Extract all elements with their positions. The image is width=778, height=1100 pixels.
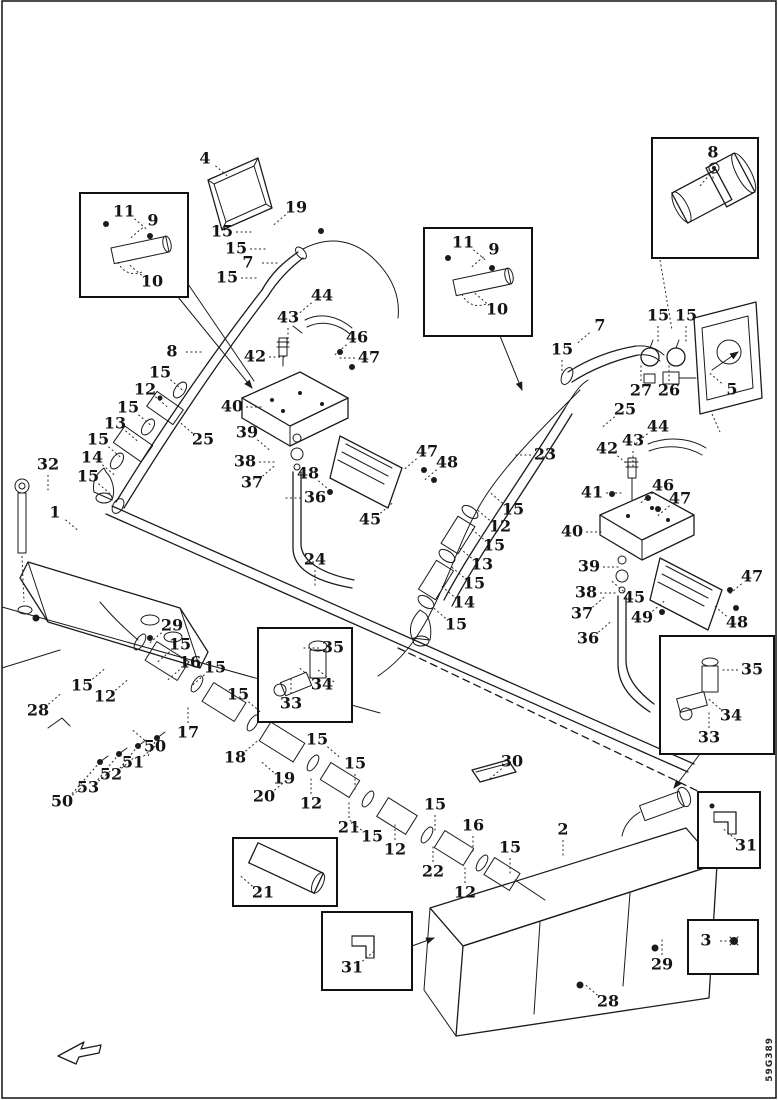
leader-line-1 — [65, 520, 78, 531]
callout-47: 47 — [740, 566, 764, 586]
callout-15: 15 — [305, 729, 329, 749]
hose-7-right — [559, 340, 696, 386]
callout-21: 21 — [251, 882, 275, 902]
callout-46: 46 — [651, 475, 675, 495]
bracket-plate-4 — [208, 158, 272, 230]
leader-line-36 — [598, 621, 611, 632]
frame-edge-line-2 — [2, 650, 60, 668]
screw-49 — [659, 609, 665, 615]
callout-34: 34 — [310, 674, 334, 694]
inset-elbow-right-31 — [698, 792, 760, 868]
callout-15: 15 — [226, 684, 250, 704]
callout-40: 40 — [220, 396, 244, 416]
callout-48: 48 — [725, 612, 749, 632]
callout-15: 15 — [70, 675, 94, 695]
callout-23: 23 — [533, 444, 557, 464]
callout-28: 28 — [26, 700, 50, 720]
leader-line-12 — [115, 679, 128, 690]
callout-28: 28 — [596, 991, 620, 1011]
screw-47-far-right — [727, 587, 733, 593]
callout-4: 4 — [199, 148, 211, 168]
fitting-19 — [318, 228, 324, 234]
leader-line-15 — [108, 447, 121, 458]
callout-15: 15 — [498, 837, 522, 857]
drawing-code: 59G389 — [765, 1037, 775, 1082]
sight-plate-5 — [694, 302, 762, 432]
callout-15: 15 — [482, 535, 506, 555]
callout-42: 42 — [243, 346, 267, 366]
bracket-45-left — [330, 436, 402, 508]
callout-15: 15 — [203, 657, 227, 677]
hose-44-right-2 — [649, 447, 702, 455]
leader-line-39 — [257, 440, 270, 451]
callout-33: 33 — [697, 727, 721, 747]
callout-16: 16 — [461, 815, 485, 835]
callout-15: 15 — [462, 573, 486, 593]
callout-26: 26 — [657, 380, 681, 400]
leader-line-25 — [601, 417, 614, 428]
leader-line-15 — [489, 492, 502, 503]
screw-46-left — [337, 349, 343, 355]
callout-11: 11 — [112, 201, 136, 221]
callout-39: 39 — [235, 422, 259, 442]
callout-15: 15 — [646, 305, 670, 325]
callout-48: 48 — [296, 463, 320, 483]
callout-38: 38 — [233, 451, 257, 471]
callout-40: 40 — [560, 521, 584, 541]
callout-25: 25 — [191, 429, 215, 449]
callout-34: 34 — [719, 705, 743, 725]
callout-2: 2 — [557, 819, 569, 839]
inset-elbow-bottom-31 — [322, 912, 434, 990]
clip-43-left — [293, 326, 302, 333]
callout-22: 22 — [421, 861, 445, 881]
leader-line-15 — [92, 668, 105, 679]
callout-7: 7 — [594, 315, 606, 335]
leader-line-7 — [576, 333, 589, 344]
callout-49: 49 — [630, 607, 654, 627]
inset-tube-21 — [233, 838, 337, 906]
callout-10: 10 — [485, 299, 509, 319]
callout-15: 15 — [224, 238, 248, 258]
callout-12: 12 — [299, 793, 323, 813]
callout-19: 19 — [272, 768, 296, 788]
screw-48-left — [327, 489, 333, 495]
screw-41 — [609, 491, 615, 497]
callout-29: 29 — [160, 615, 184, 635]
callout-12: 12 — [133, 379, 157, 399]
callout-46: 46 — [345, 327, 369, 347]
callout-15: 15 — [501, 499, 525, 519]
callout-41: 41 — [580, 482, 604, 502]
callout-9: 9 — [147, 210, 159, 230]
leader-line-5 — [708, 372, 721, 383]
leader-line-28 — [48, 693, 61, 704]
callout-9: 9 — [488, 239, 500, 259]
leader-line-14 — [102, 465, 115, 476]
callout-36: 36 — [303, 487, 327, 507]
washer-48-center — [431, 477, 437, 483]
callout-44: 44 — [310, 285, 334, 305]
inset-screw-3 — [688, 920, 758, 974]
callout-45: 45 — [358, 509, 382, 529]
callout-36: 36 — [576, 628, 600, 648]
leader-line-19 — [260, 761, 273, 772]
callout-43: 43 — [276, 307, 300, 327]
callout-18: 18 — [223, 747, 247, 767]
callout-1: 1 — [49, 502, 61, 522]
callout-39: 39 — [577, 556, 601, 576]
callout-15: 15 — [86, 429, 110, 449]
callout-27: 27 — [629, 380, 653, 400]
leader-line-28 — [584, 984, 597, 995]
callout-33: 33 — [279, 693, 303, 713]
callout-24: 24 — [303, 549, 327, 569]
callout-14: 14 — [80, 447, 104, 467]
washer-47-right — [655, 506, 661, 512]
callout-45: 45 — [622, 587, 646, 607]
callout-15: 15 — [148, 362, 172, 382]
washer-48-right — [733, 605, 739, 611]
callout-35: 35 — [740, 659, 764, 679]
orientation-arrow-icon — [58, 1042, 101, 1064]
callout-47: 47 — [357, 347, 381, 367]
callout-15: 15 — [210, 221, 234, 241]
bracket-45-right — [650, 558, 722, 630]
inset-canister-8 — [652, 138, 760, 258]
hose-44-top — [305, 316, 352, 328]
callout-30: 30 — [500, 751, 524, 771]
inset-hose-clamp-right — [424, 228, 532, 390]
leader-line-15 — [432, 607, 445, 618]
callout-51: 51 — [121, 752, 145, 772]
strap-28-left — [48, 718, 70, 728]
callout-15: 15 — [360, 826, 384, 846]
callout-38: 38 — [574, 582, 598, 602]
callout-47: 47 — [668, 488, 692, 508]
leader-line-15 — [327, 747, 340, 758]
leader-line-44 — [298, 303, 311, 314]
callout-19: 19 — [284, 197, 308, 217]
callout-17: 17 — [176, 722, 200, 742]
callout-12: 12 — [488, 516, 512, 536]
callout-11: 11 — [451, 232, 475, 252]
callout-13: 13 — [470, 554, 494, 574]
callout-53: 53 — [76, 777, 100, 797]
dashed-routing-line — [398, 648, 704, 794]
washer-47-left — [349, 364, 355, 370]
callout-50: 50 — [50, 791, 74, 811]
leader-line-47 — [403, 459, 416, 470]
callout-43: 43 — [621, 430, 645, 450]
callout-15: 15 — [444, 614, 468, 634]
callout-42: 42 — [595, 438, 619, 458]
leader-line-15 — [138, 415, 151, 426]
callout-48: 48 — [435, 452, 459, 472]
callout-37: 37 — [240, 472, 264, 492]
callout-15: 15 — [215, 267, 239, 287]
callout-31: 31 — [734, 835, 758, 855]
screw-46-right — [645, 495, 651, 501]
callout-15: 15 — [76, 466, 100, 486]
callout-13: 13 — [103, 413, 127, 433]
callout-12: 12 — [453, 882, 477, 902]
callout-47: 47 — [415, 441, 439, 461]
callout-15: 15 — [674, 305, 698, 325]
bolt-29-left — [147, 635, 153, 641]
callout-50: 50 — [143, 736, 167, 756]
leader-line-19 — [272, 215, 285, 226]
callout-14: 14 — [452, 592, 476, 612]
callout-15: 15 — [550, 339, 574, 359]
callout-44: 44 — [646, 416, 670, 436]
callout-35: 35 — [321, 637, 345, 657]
callout-7: 7 — [242, 252, 254, 272]
hose-44-top-2 — [307, 323, 350, 334]
leader-line-42 — [617, 456, 630, 467]
callout-25: 25 — [613, 399, 637, 419]
callout-8: 8 — [707, 142, 719, 162]
callout-31: 31 — [340, 957, 364, 977]
filler-neck — [622, 786, 693, 836]
dipstick-32 — [15, 479, 40, 622]
leader-line-13 — [125, 431, 138, 442]
callout-15: 15 — [423, 794, 447, 814]
hose-23-run — [378, 380, 588, 676]
leader-line-25 — [179, 422, 192, 433]
callout-12: 12 — [93, 686, 117, 706]
callout-15: 15 — [116, 397, 140, 417]
callout-52: 52 — [99, 764, 123, 784]
callout-12: 12 — [383, 839, 407, 859]
callout-15: 15 — [343, 753, 367, 773]
callout-21: 21 — [337, 817, 361, 837]
callout-37: 37 — [570, 603, 594, 623]
leader-line-18 — [245, 740, 258, 751]
screw-47-center — [421, 467, 427, 473]
callout-16: 16 — [178, 652, 202, 672]
callout-3: 3 — [700, 930, 712, 950]
callout-15: 15 — [168, 634, 192, 654]
callout-32: 32 — [36, 454, 60, 474]
leader-line-50 — [131, 729, 144, 740]
callout-5: 5 — [726, 379, 738, 399]
bolt-42-left — [277, 338, 289, 366]
callout-8: 8 — [166, 341, 178, 361]
callout-29: 29 — [650, 954, 674, 974]
callout-20: 20 — [252, 786, 276, 806]
leader-line-37 — [262, 465, 275, 476]
callout-10: 10 — [140, 271, 164, 291]
